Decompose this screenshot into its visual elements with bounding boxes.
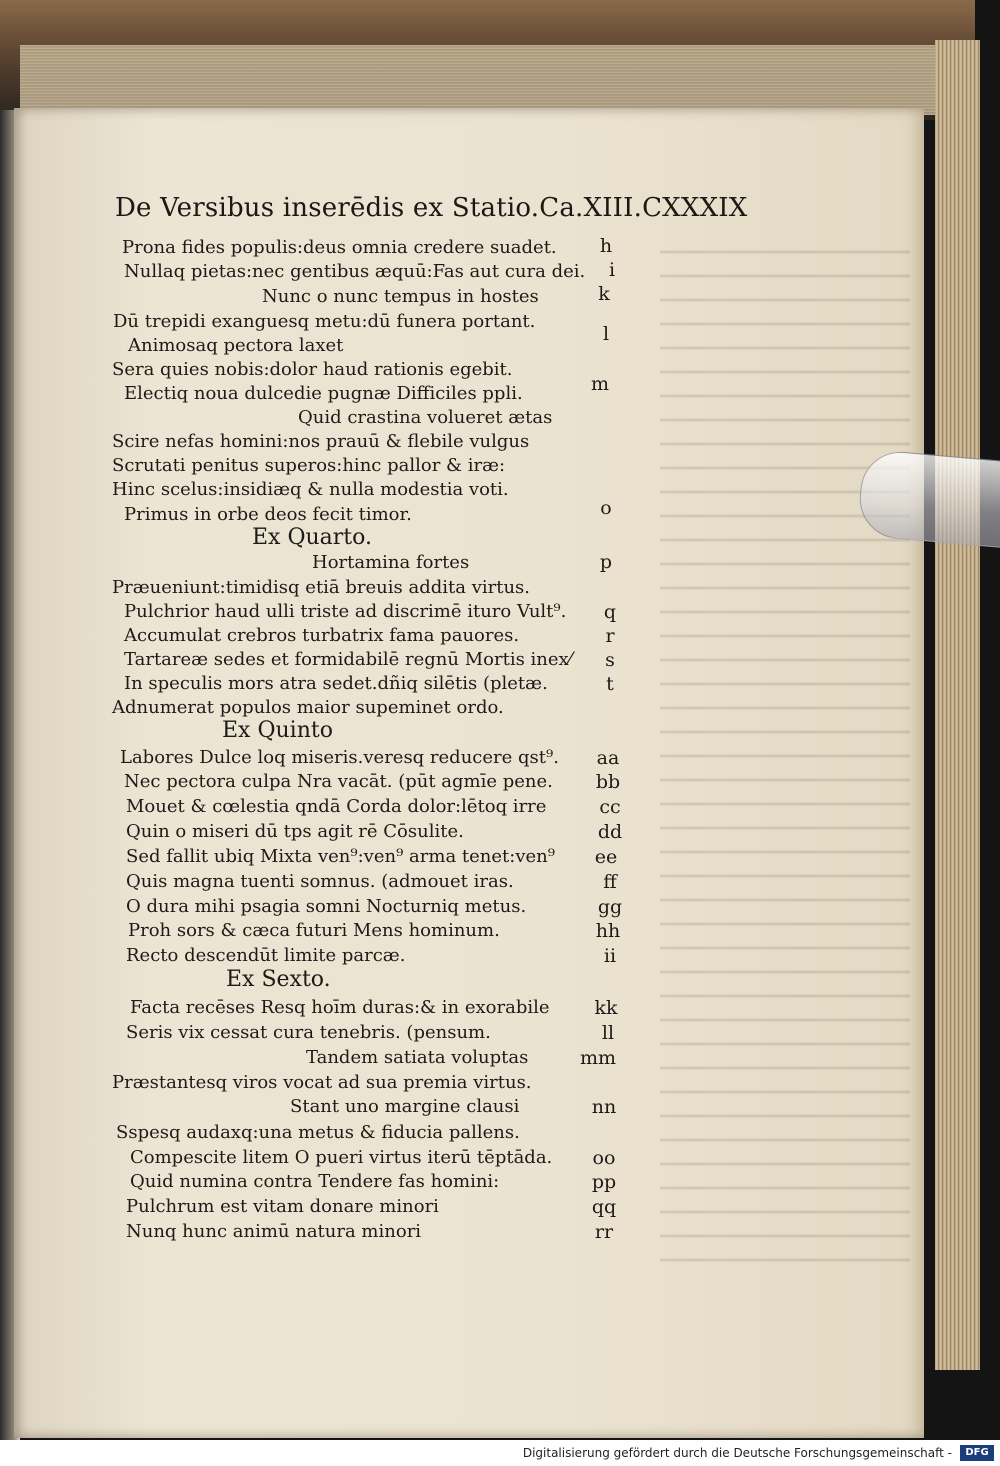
text-line: Præueniunt:timidisq etiā breuis addita virtus.: [112, 577, 531, 598]
text-line: Mouet & cœlestia qndā Corda dolor:lētoq irre: [126, 796, 547, 817]
section-heading: Ex Quinto: [222, 718, 333, 743]
signature-mark: gg: [597, 896, 623, 918]
text-line: Prona fides populis:deus omnia credere suadet.: [122, 237, 557, 258]
text-line: Proh sors & cæca futuri Mens hominum.: [128, 920, 500, 941]
footer-credit: Digitalisierung gefördert durch die Deutsche Forschungsgemeinschaft -: [522, 1446, 952, 1460]
text-line: Pulchrior haud ulli triste ad discrimē ituro Vult⁹.: [124, 601, 567, 622]
text-line: Quid crastina volueret ætas: [298, 407, 553, 428]
text-line: Pulchrum est vitam donare minori: [126, 1196, 439, 1217]
text-line: Nunc o nunc tempus in hostes: [262, 286, 539, 307]
signature-mark: l: [602, 323, 610, 345]
text-line: Primus in orbe deos fecit timor.: [124, 504, 412, 525]
text-line: Labores Dulce loq miseris.veresq reducere qst⁹.: [120, 747, 559, 768]
text-line: Electiq noua dulcedie pugnæ Difficiles ppli.: [124, 383, 523, 404]
text-line: Quin o miseri dū tps agit rē Cōsulite.: [126, 821, 464, 842]
section-heading: Ex Sexto.: [226, 967, 331, 992]
text-line: Sera quies nobis:dolor haud rationis egebit.: [112, 359, 513, 380]
signature-mark: pp: [591, 1171, 617, 1193]
signature-mark: hh: [595, 920, 621, 942]
text-line: Adnumerat populos maior supeminet ordo.: [112, 697, 504, 718]
text-line: Scrutati penitus superos:hinc pallor & iræ:: [112, 455, 506, 476]
text-line: Hinc scelus:insidiæq & nulla modestia voti.: [112, 479, 509, 500]
signature-mark: mm: [579, 1047, 617, 1069]
text-line: Facta recēses Resq hoīm duras:& in exorabile: [130, 997, 550, 1018]
signature-mark: bb: [595, 771, 621, 793]
page-header: De Versibus inserēdis ex Statio.Ca.XIII.CXXXIX: [115, 193, 748, 223]
signature-mark: dd: [597, 821, 623, 843]
text-line: Accumulat crebros turbatrix fama pauores.: [124, 625, 520, 646]
text-line: Recto descendūt limite parcæ.: [126, 945, 406, 966]
text-line: Stant uno margine clausi: [290, 1096, 520, 1117]
signature-mark: s: [605, 649, 615, 671]
text-line: Nec pectora culpa Nra vacāt. (pūt agmīe pene.: [124, 771, 553, 792]
signature-mark: i: [608, 259, 616, 281]
text-line: Hortamina fortes: [312, 552, 470, 573]
bleed-through-text: [660, 230, 910, 1280]
text-line: Tartareæ sedes et formidabilē regnū Mortis inex⁄: [124, 649, 572, 670]
text-line: Animosaq pectora laxet: [128, 335, 344, 356]
text-line: Dū trepidi exanguesq metu:dū funera portant.: [113, 311, 536, 332]
signature-mark: p: [599, 551, 613, 573]
signature-mark: h: [599, 235, 613, 257]
text-line: Compescite litem O pueri virtus iterū tēptāda.: [130, 1147, 553, 1168]
text-line: Seris vix cessat cura tenebris. (pensum.: [126, 1022, 491, 1043]
text-line: Sspesq audaxq:una metus & fiducia pallens.: [116, 1122, 520, 1143]
signature-mark: aa: [596, 747, 620, 769]
signature-mark: m: [590, 373, 610, 395]
text-line: Tandem satiata voluptas: [306, 1047, 529, 1068]
text-line: Quis magna tuenti somnus. (admouet iras.: [126, 871, 514, 892]
signature-mark: kk: [594, 997, 618, 1019]
signature-mark: t: [606, 673, 614, 695]
signature-mark: ee: [594, 846, 618, 868]
section-heading: Ex Quarto.: [252, 525, 372, 550]
signature-mark: rr: [594, 1221, 614, 1243]
signature-mark: q: [603, 601, 617, 623]
text-line: Præstantesq viros vocat ad sua premia virtus.: [112, 1072, 532, 1093]
signature-mark: qq: [591, 1196, 617, 1218]
signature-mark: o: [600, 497, 612, 519]
signature-mark: ll: [601, 1022, 615, 1044]
text-line: O dura mihi psagia somni Nocturniq metus.: [126, 896, 527, 917]
footer-bar: [0, 1440, 1000, 1466]
signature-mark: ii: [603, 945, 617, 967]
text-line: Nullaq pietas:nec gentibus æquū:Fas aut cura dei.: [124, 261, 586, 282]
dfg-logo: DFG: [960, 1445, 994, 1461]
signature-mark: nn: [591, 1096, 617, 1118]
signature-mark: k: [598, 283, 610, 305]
text-line: Nunq hunc animū natura minori: [126, 1221, 422, 1242]
page-edges-top: [20, 45, 950, 115]
page-edges-right: [935, 40, 980, 1370]
text-line: Quid numina contra Tendere fas homini:: [130, 1171, 500, 1192]
signature-mark: cc: [599, 796, 621, 818]
signature-mark: r: [605, 625, 615, 647]
signature-mark: oo: [592, 1147, 616, 1169]
text-line: Scire nefas homini:nos prauū & flebile vulgus: [112, 431, 530, 452]
text-line: Sed fallit ubiq Mixta ven⁹:ven⁹ arma tenet:ven⁹: [126, 846, 555, 867]
signature-mark: ff: [603, 871, 617, 893]
text-line: In speculis mors atra sedet.dñiq silētis (pletæ.: [124, 673, 548, 694]
